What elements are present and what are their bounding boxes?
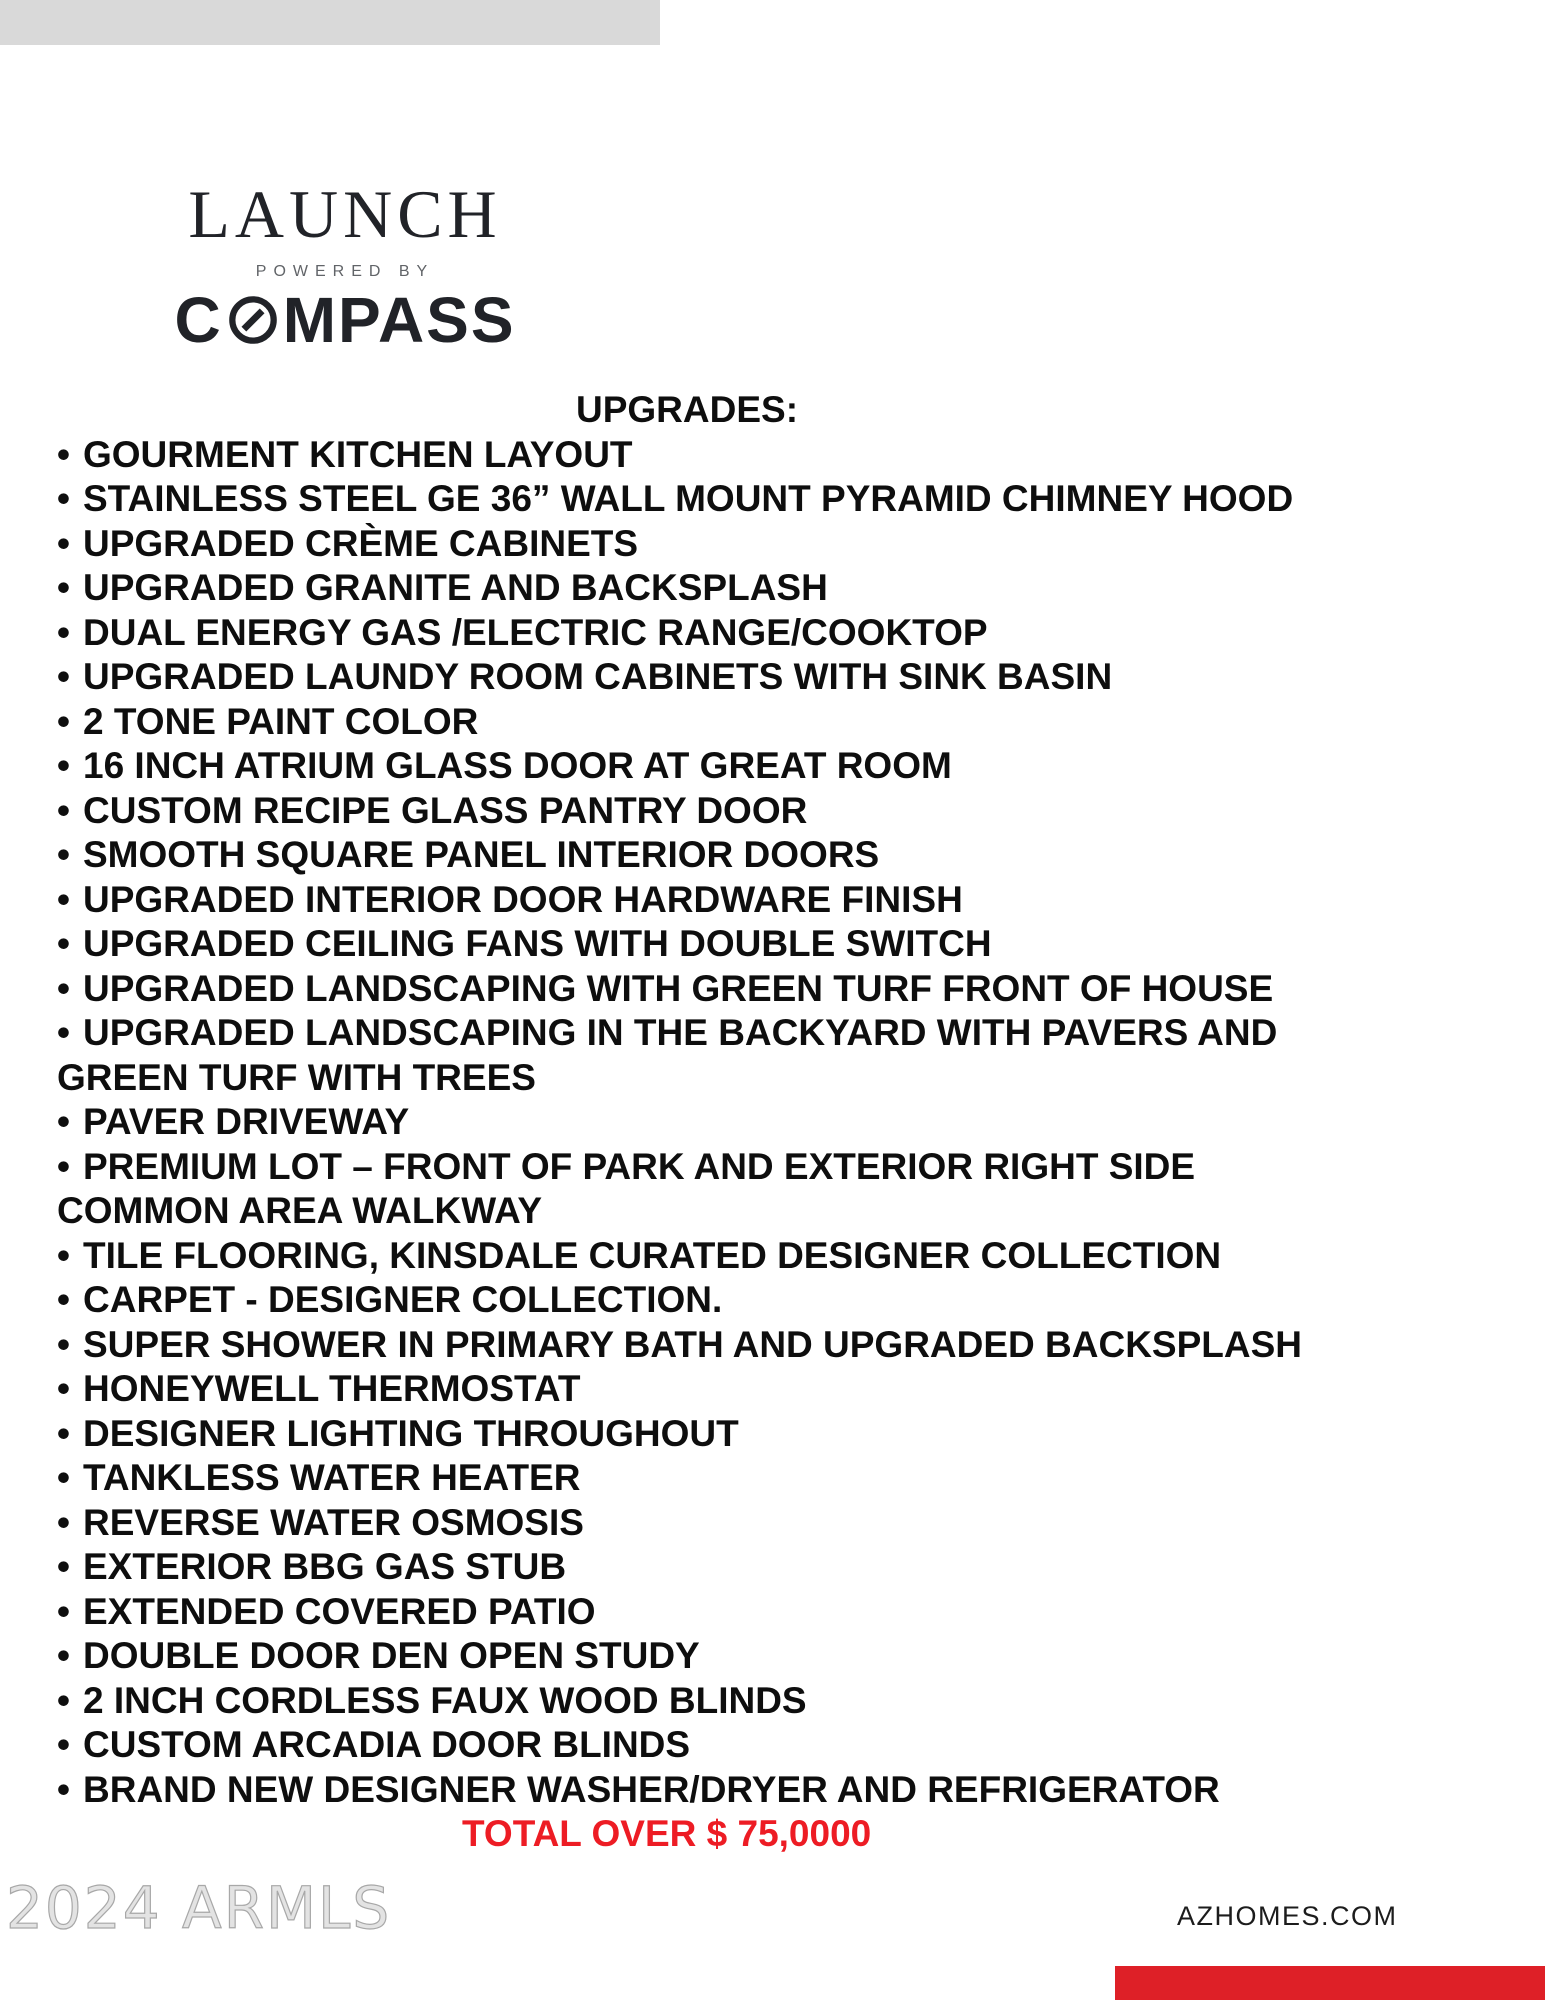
bullet-dot: • bbox=[57, 700, 70, 742]
bullet-dot: • bbox=[57, 567, 70, 608]
list-item bbox=[57, 1456, 1527, 1501]
list-item bbox=[57, 1234, 1527, 1279]
upgrades-section bbox=[57, 388, 1527, 1857]
item-text: DESIGNER LIGHTING THROUGHOUT bbox=[83, 1412, 739, 1454]
item-text: 16 INCH ATRIUM GLASS DOOR AT GREAT ROOM bbox=[83, 745, 952, 786]
total-line: TOTAL OVER $ 75,0000 bbox=[462, 1813, 872, 1854]
bullet-dot: • bbox=[57, 1679, 70, 1721]
upgrades-list bbox=[57, 433, 1527, 1813]
item-text: HONEYWELL THERMOSTAT bbox=[83, 1368, 581, 1409]
item-text: CUSTOM RECIPE GLASS PANTRY DOOR bbox=[83, 789, 808, 831]
bottom-red-bar bbox=[1115, 1966, 1545, 2000]
item-text: GOURMENT KITCHEN LAYOUT bbox=[83, 433, 633, 475]
list-item bbox=[57, 1501, 1527, 1546]
bullet-dot: • bbox=[57, 1368, 70, 1409]
item-text: PAVER DRIVEWAY bbox=[83, 1101, 410, 1142]
bullet-dot: • bbox=[57, 522, 70, 564]
list-item bbox=[57, 1634, 1527, 1679]
list-item bbox=[57, 566, 1527, 611]
item-text: TILE FLOORING, KINSDALE CURATED DESIGNER COLLECTION bbox=[83, 1234, 1222, 1276]
bullet-dot: • bbox=[57, 1234, 70, 1276]
armls-watermark: 2024 ARMLS bbox=[6, 1874, 392, 1942]
item-text: COMMON AREA WALKWAY bbox=[57, 1190, 543, 1231]
bullet-dot: • bbox=[57, 611, 70, 653]
bullet-dot: • bbox=[57, 1412, 70, 1454]
bullet-dot: • bbox=[57, 834, 70, 875]
item-text: EXTERIOR BBG GAS STUB bbox=[83, 1546, 567, 1587]
bullet-dot: • bbox=[57, 1724, 70, 1765]
list-item bbox=[57, 1323, 1527, 1368]
bullet-dot: • bbox=[57, 1457, 70, 1498]
bullet-dot: • bbox=[57, 967, 70, 1009]
bullet-dot: • bbox=[57, 656, 70, 697]
item-text: UPGRADED LANDSCAPING WITH GREEN TURF FRONT OF HOUSE bbox=[83, 967, 1274, 1009]
list-item bbox=[57, 1189, 1527, 1234]
item-text: GREEN TURF WITH TREES bbox=[57, 1056, 536, 1098]
item-text: UPGRADED LANDSCAPING IN THE BACKYARD WITH PAVERS AND bbox=[83, 1012, 1278, 1053]
item-text: TANKLESS WATER HEATER bbox=[83, 1457, 581, 1498]
item-text: DUAL ENERGY GAS /ELECTRIC RANGE/COOKTOP bbox=[83, 611, 988, 653]
list-item bbox=[57, 833, 1527, 878]
list-item bbox=[57, 1412, 1527, 1457]
item-text: UPGRADED CEILING FANS WITH DOUBLE SWITCH bbox=[83, 923, 992, 964]
list-item bbox=[57, 1278, 1527, 1323]
item-text: 2 INCH CORDLESS FAUX WOOD BLINDS bbox=[83, 1679, 807, 1721]
bullet-dot: • bbox=[57, 478, 70, 519]
list-item bbox=[57, 655, 1527, 700]
item-text: UPGRADED GRANITE AND BACKSPLASH bbox=[83, 567, 828, 608]
bullet-dot: • bbox=[57, 878, 70, 920]
list-item bbox=[57, 1011, 1527, 1056]
compass-needle-o-icon bbox=[228, 295, 278, 345]
upgrades-heading: UPGRADES: bbox=[576, 389, 799, 430]
item-text: DOUBLE DOOR DEN OPEN STUDY bbox=[83, 1635, 700, 1676]
bullet-dot: • bbox=[57, 745, 70, 786]
list-item bbox=[57, 522, 1527, 567]
item-text: UPGRADED INTERIOR DOOR HARDWARE FINISH bbox=[83, 878, 963, 920]
bullet-dot: • bbox=[57, 923, 70, 964]
bullet-dot: • bbox=[57, 1768, 70, 1810]
item-text: CARPET - DESIGNER COLLECTION. bbox=[83, 1279, 723, 1320]
bullet-dot: • bbox=[57, 789, 70, 831]
item-text: CUSTOM ARCADIA DOOR BLINDS bbox=[83, 1724, 691, 1765]
compass-letter-c: C bbox=[174, 284, 223, 356]
list-item bbox=[57, 922, 1527, 967]
bullet-dot: • bbox=[57, 433, 70, 475]
item-text: EXTENDED COVERED PATIO bbox=[83, 1590, 596, 1632]
bullet-dot: • bbox=[57, 1279, 70, 1320]
compass-letters-mpass: MPASS bbox=[282, 284, 516, 356]
bullet-dot: • bbox=[57, 1012, 70, 1053]
website-text: AZHOMES.COM bbox=[1177, 1901, 1398, 1931]
item-text: STAINLESS STEEL GE 36” WALL MOUNT PYRAMID CHIMNEY HOOD bbox=[83, 478, 1294, 519]
list-item bbox=[57, 477, 1527, 522]
bullet-dot: • bbox=[57, 1145, 70, 1187]
list-item bbox=[57, 744, 1527, 789]
item-text: 2 TONE PAINT COLOR bbox=[83, 700, 479, 742]
top-gray-bar bbox=[0, 0, 660, 45]
bullet-dot: • bbox=[57, 1323, 70, 1365]
launch-wordmark: LAUNCH bbox=[188, 176, 502, 252]
list-item bbox=[57, 1545, 1527, 1590]
list-item bbox=[57, 611, 1527, 656]
list-item bbox=[57, 1100, 1527, 1145]
list-item bbox=[57, 967, 1527, 1012]
list-item bbox=[57, 1768, 1527, 1813]
item-text: BRAND NEW DESIGNER WASHER/DRYER AND REFRIGERATOR bbox=[83, 1768, 1220, 1810]
list-item bbox=[57, 1367, 1527, 1412]
list-item bbox=[57, 700, 1527, 745]
list-item bbox=[57, 1590, 1527, 1635]
bullet-dot: • bbox=[57, 1546, 70, 1587]
item-text: PREMIUM LOT – FRONT OF PARK AND EXTERIOR RIGHT SIDE bbox=[83, 1145, 1196, 1187]
compass-wordmark bbox=[115, 284, 575, 356]
item-text: REVERSE WATER OSMOSIS bbox=[83, 1501, 584, 1543]
item-text: UPGRADED LAUNDY ROOM CABINETS WITH SINK BASIN bbox=[83, 656, 1113, 697]
item-text: UPGRADED CRÈME CABINETS bbox=[83, 522, 639, 564]
bullet-dot: • bbox=[57, 1101, 70, 1142]
list-item bbox=[57, 1723, 1527, 1768]
list-item bbox=[57, 1679, 1527, 1724]
bullet-dot: • bbox=[57, 1501, 70, 1543]
powered-by-label: POWERED BY bbox=[255, 263, 435, 280]
bullet-dot: • bbox=[57, 1635, 70, 1676]
list-item bbox=[57, 789, 1527, 834]
list-item bbox=[57, 1056, 1527, 1101]
list-item bbox=[57, 1145, 1527, 1190]
bullet-dot: • bbox=[57, 1590, 70, 1632]
item-text: SUPER SHOWER IN PRIMARY BATH AND UPGRADED BACKSPLASH bbox=[83, 1323, 1303, 1365]
list-item bbox=[57, 433, 1527, 478]
list-item bbox=[57, 878, 1527, 923]
item-text: SMOOTH SQUARE PANEL INTERIOR DOORS bbox=[83, 834, 880, 875]
